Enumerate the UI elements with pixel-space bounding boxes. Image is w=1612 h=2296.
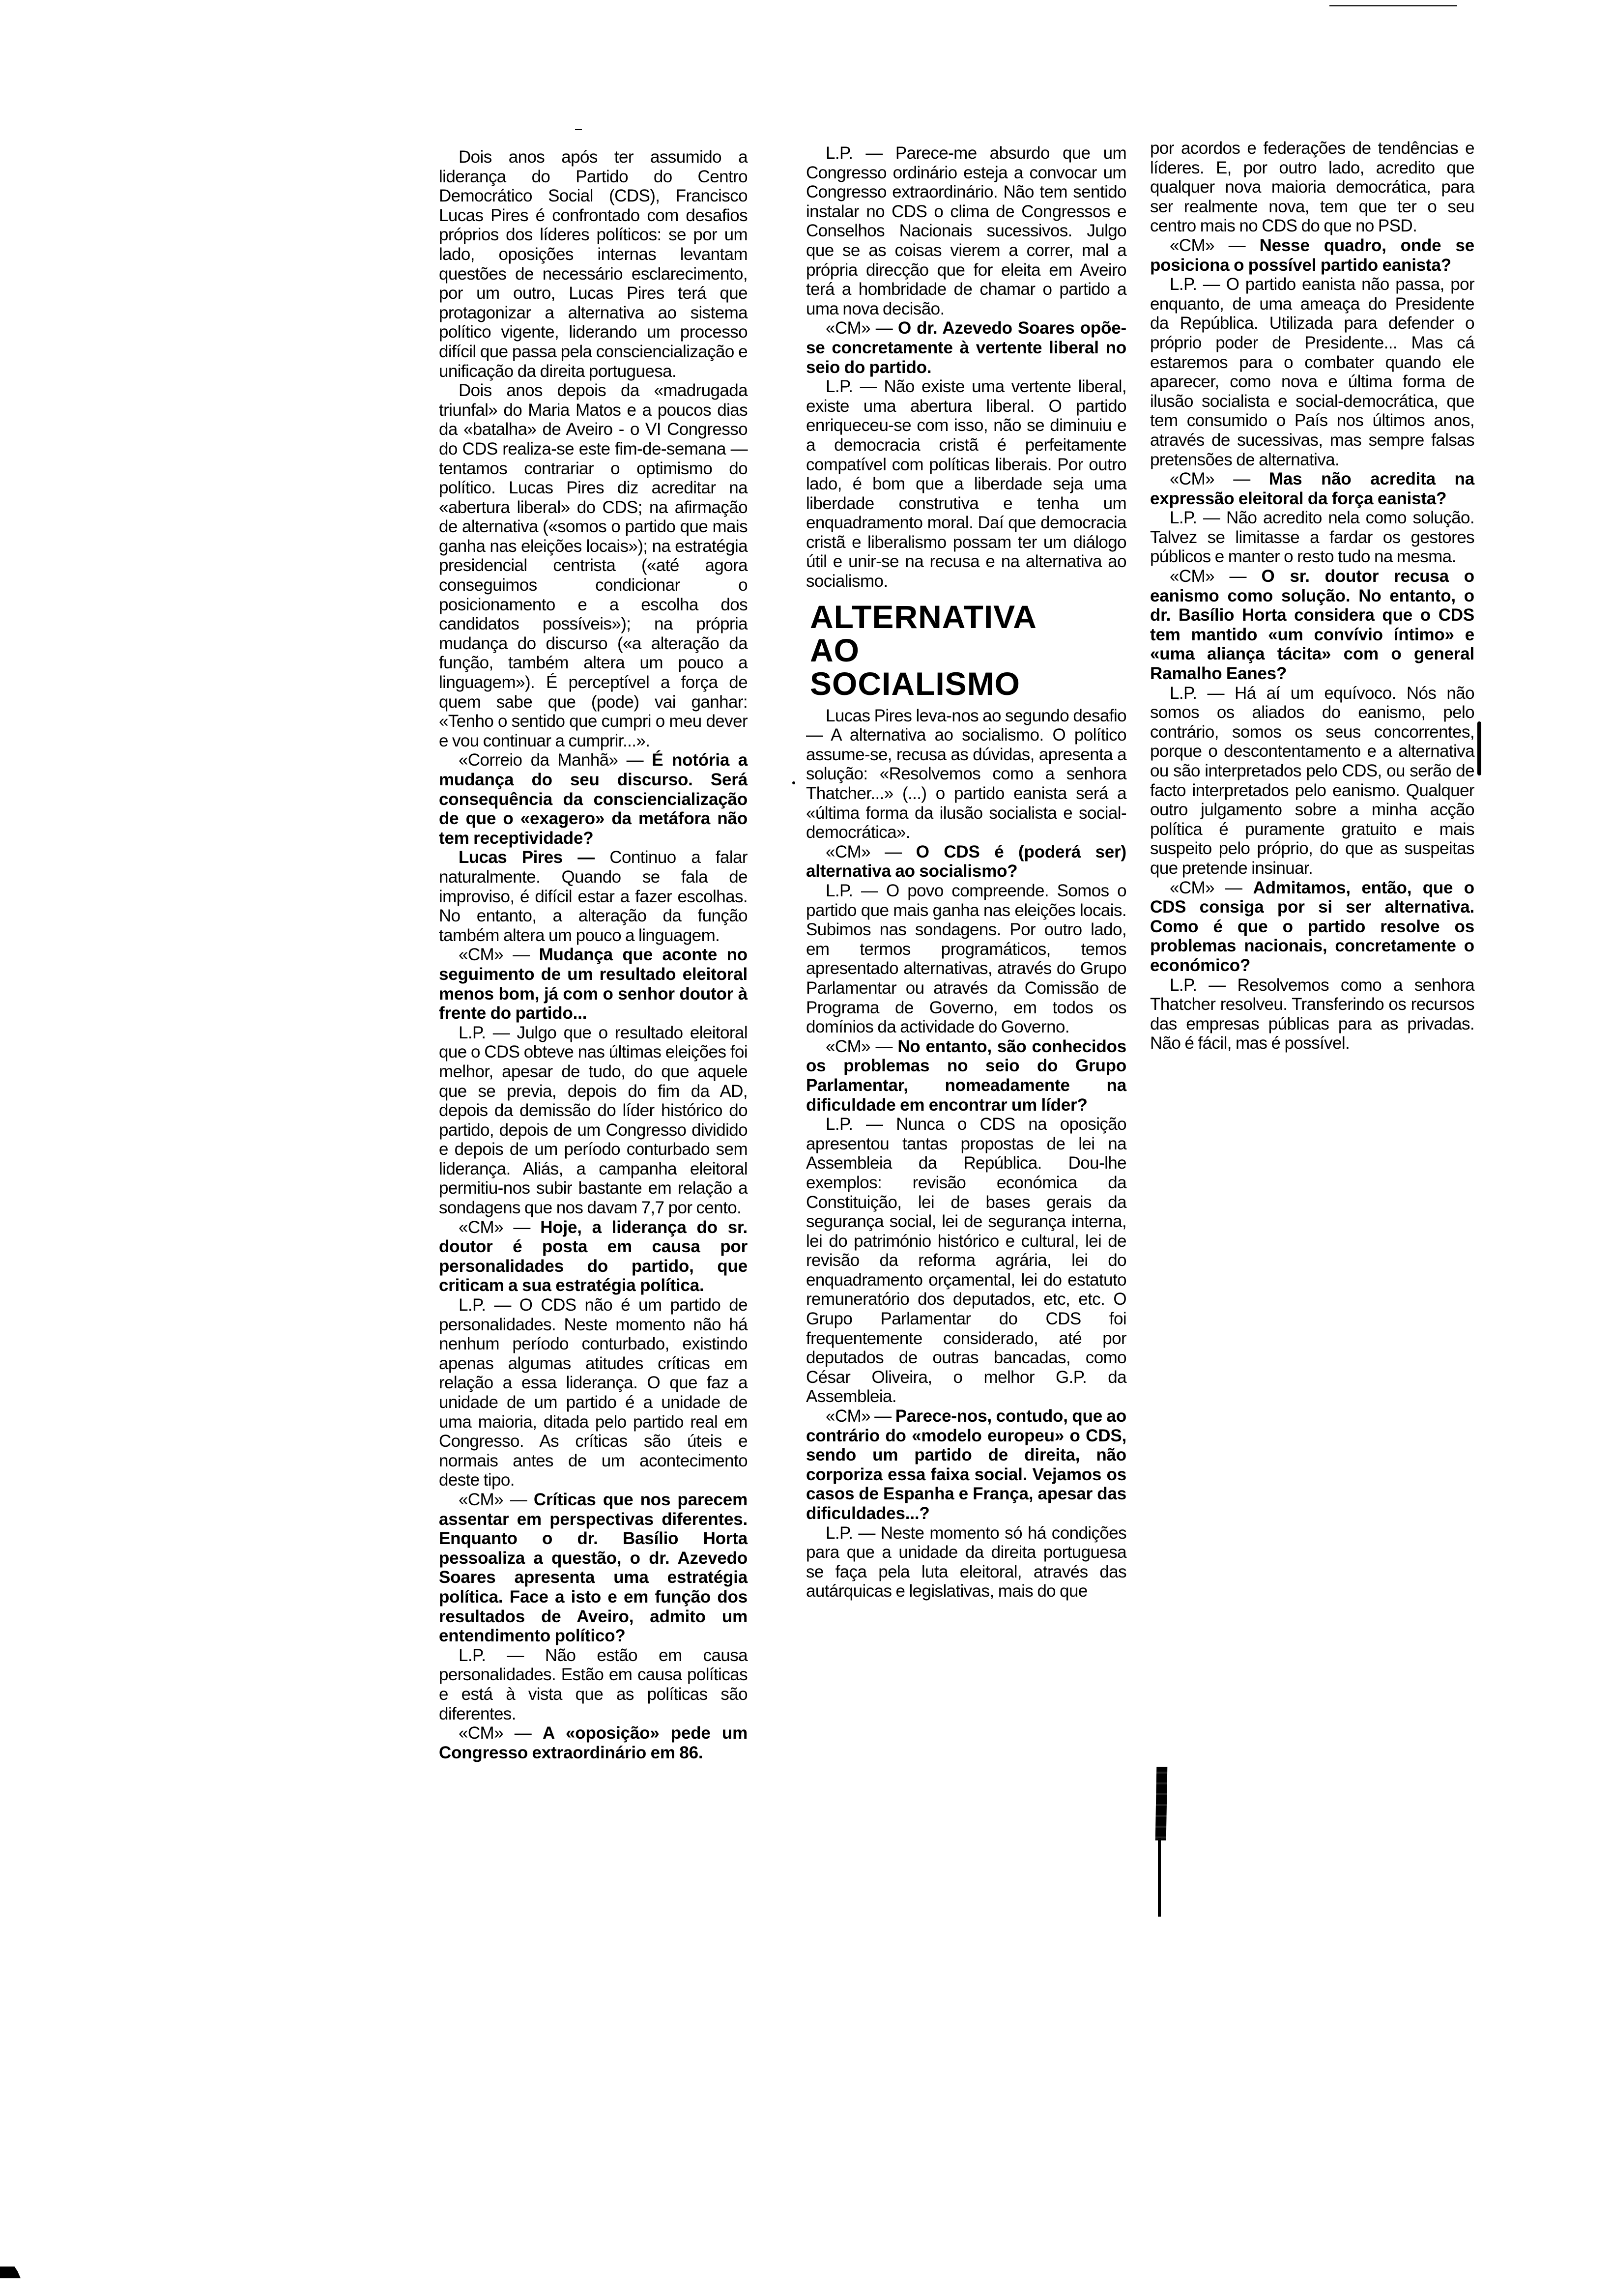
answer-text: O povo compreende. Somos o partido que mais ganha nas eleições locais. Subimos nas sondagens. Por outro lado, em termos programáticos, temos apresentado alternativas, através do Grupo Parlamentar ou através da Comissão de Programa de Governo, em todos os domínios da actividade do Governo. — [806, 881, 1127, 1037]
article-column-2 — [806, 144, 1126, 1601]
question-text: Mas não acredita na expressão eleitoral da força eanista? — [1150, 469, 1474, 508]
intro-paragraph — [439, 381, 748, 750]
heading-line: AO — [810, 631, 860, 668]
question-text: O sr. doutor recusa o eanismo como solução. No entanto, o dr. Basílio Horta considera que o CDS tem mantido «um convívio íntimo» e «uma aliança tácita» com o general Ramalho Eanes? — [1150, 567, 1474, 684]
speaker-label: Lucas Pires — — [459, 848, 595, 867]
question-text: Críticas que nos parecem assentar em perspectivas diferentes. Enquanto o dr. Basílio Horta pessoaliza a questão, o dr. Azevedo Soares apresenta uma estratégia política. Face a isto e em função dos resultados de Aveiro, admito um entendimento político? — [439, 1490, 748, 1646]
answer-text: Não acredito nela como solução. Talvez se limitasse a fardar os gestores públicos e manter o resto tudo na mesma. — [1150, 508, 1475, 567]
answer-text: Há aí um equívoco. Nós não somos os aliados do eanismo, pelo contrário, somos os seus concorrentes, porque o descontentamento e a alternativa ou são interpretados pelo CDS, ou serão de facto interpretados pelo eanismo. Qualquer outro julgamento sobre a minha acção política é puramente gratuito e mais suspeito pelo próprio, do que as suspeitas que pretende insinuar. — [1150, 683, 1475, 878]
question-text: É notória a mudança do seu discurso. Será consequência da consciencialização de que o «exagero» da metáfora não tem receptividade? — [439, 750, 748, 848]
scan-top-rule — [1329, 5, 1457, 6]
speaker-label: «CM» — — [826, 842, 902, 861]
speaker-label: «CM» — — [459, 1490, 527, 1509]
interview-answer — [1150, 508, 1474, 567]
heading-line: SOCIALISMO — [810, 665, 1021, 702]
speaker-label: «CM» — — [826, 1036, 892, 1056]
continuation-paragraph — [1150, 139, 1474, 236]
speaker-label: L.P. — — [459, 1295, 511, 1315]
interview-question — [1150, 469, 1474, 508]
question-text: Hoje, a liderança do sr. doutor é posta em causa por personalidades do partido, que criticam a sua estratégia política. — [439, 1217, 748, 1295]
speaker-label: «CM» — — [826, 1406, 892, 1426]
speaker-label: «CM» — — [459, 1217, 530, 1237]
interview-answer — [439, 1646, 748, 1723]
answer-text: O partido eanista não passa, por enquanto, de uma ameaça do Presidente da República. Utilizada para defender o próprio poder de Presidente... Mas cá estaremos para o combater quando ele aparecer, como nova e última forma de ilusão socialista e social-democrática, que tem consumido o País nos últimos anos, através de sucessivas, mas sempre falsas pretensões de alternativa. — [1150, 275, 1475, 469]
heading-line: ALTERNATIVA — [810, 598, 1037, 635]
interview-question — [1150, 878, 1474, 976]
paragraph-text: Dois anos depois da «madrugada triunfal» do Maria Matos e a poucos dias da «batalha» de Aveiro - o VI Congresso do CDS realiza-se este fim-de-semana — tentamos contrariar o optimismo do político. Lucas Pires diz acreditar na «abertura liberal» do CDS; na afirmação de alternativa («somos o partido que mais ganha nas eleições locais»); na estratégia presidencial centrista («até agora conseguimos condicionar o posicionamento e a escolha dos candidatos possíveis»); na própria mudança do discurso («a alteração da função, também altera um pouco a linguagem»). É perceptível a força de quem sabe que (pode) vai ganhar: «Tenho o sentido que cumpri o meu dever e vou continuar a cumprir...». — [439, 381, 748, 750]
answer-text: Nunca o CDS na oposição apresentou tantas propostas de lei na Assembleia da República. Dou-lhe exemplos: revisão económica da Constituição, lei de bases gerais da segurança social, lei de segurança interna, lei do património histórico e cultural, lei de revisão da reforma agrária, lei do enquadramento orçamental, lei do estatuto remuneratório dos deputados, etc, etc. O Grupo Parlamentar do CDS foi frequentemente considerado, até por deputados de outras bancadas, como César Oliveira, o melhor G.P. da Assembleia. — [806, 1115, 1127, 1406]
interview-question — [806, 842, 1126, 881]
corner-scan-mark — [0, 2267, 21, 2278]
question-text: Nesse quadro, onde se posiciona o possível partido eanista? — [1150, 235, 1474, 275]
speaker-label: L.P. — — [1170, 683, 1224, 703]
answer-text: Parece-me absurdo que um Congresso ordinário esteja a convocar um Congresso extraordinário. Não tem sentido instalar no CDS o clima de Congressos e Conselhos Nacionais sucessivos. Julgo que se as coisas vierem a correr, mal a própria direcção que for eleita em Aveiro terá a hombridade de chamar o partido a uma nova decisão. — [806, 144, 1126, 318]
answer-text: Não existe uma vertente liberal, existe uma abertura liberal. O partido enriqueceu-se com isso, não se diminuiu e a democracia cristã é perfeitamente compatível com políticas liberais. Por outro lado, é bom que a liberdade seja uma liberdade construtiva e tenha um enquadramento moral. Daí que democracia cristã e liberalismo possam ter um diálogo útil e unir-se na recusa e na alternativa ao socialismo. — [806, 377, 1126, 591]
paragraph-text: Dois anos após ter assumido a liderança do Partido do Centro Democrático Social (CDS), Francisco Lucas Pires é confrontado com desafios próprios dos líderes políticos: se por um lado, oposições internas levantam questões de necessário esclarecimento, por um outro, Lucas Pires terá que protagonizar a alternativa ao sistema político vigente, liderando um processo difícil que passa pela consciencialização e unificação da direita portuguesa. — [439, 147, 748, 381]
paragraph-text: por acordos e federações de tendências e líderes. E, por outro lado, acredito que qualquer nova maioria democrática, para ser realmente nova, tem que ter o seu centro mais no CDS do que no PSD. — [1150, 139, 1474, 236]
speaker-label: L.P. — — [1170, 508, 1220, 528]
interview-question — [1150, 236, 1474, 275]
interview-answer — [1150, 684, 1474, 878]
speaker-label: «CM» — — [826, 318, 893, 338]
speaker-label: L.P. — — [459, 1645, 524, 1665]
answer-text: O CDS não é um partido de personalidades. Neste momento não há nenhum período conturbado, existindo apenas algumas atitudes críticas em relação a essa liderança. O que faz a unidade de um partido é a unidade de uma maioria, ditada pelo partido real em Congresso. As críticas são úteis e normais antes de um acontecimento deste tipo. — [439, 1295, 748, 1490]
question-text: O CDS é (poderá ser) alternativa ao socialismo? — [806, 842, 1126, 881]
speaker-label: L.P. — — [1170, 975, 1226, 995]
answer-text: Neste momento só há condições para que a unidade da direita portuguesa se faça pela luta eleitoral, através das autárquicas e legislativas, mais do que — [806, 1523, 1127, 1601]
interview-question — [439, 945, 748, 1023]
margin-scan-line — [1158, 1838, 1161, 1917]
answer-text: Não estão em causa personalidades. Estão em causa políticas e está à vista que as políticas são diferentes. — [439, 1645, 748, 1723]
speaker-label: «CM» — — [459, 945, 530, 965]
heading-bullet-mark — [792, 781, 795, 784]
interview-answer — [1150, 976, 1474, 1053]
question-text: Admitamos, então, que o CDS consiga por si ser alternativa. Como é que o partido resolve os problemas nacionais, concretamente o económico? — [1150, 878, 1474, 975]
answer-text: Julgo que o resultado eleitoral que o CDS obteve nas últimas eleições foi melhor, apesar de tudo, do que aquele que se previa, depois do fim da AD, depois da demissão do líder histórico do partido, depois de um Congresso dividido e depois de um período conturbado sem liderança. Aliás, a campanha eleitoral permitiu-nos subir bastante em relação a sondagens que nos davam 7,7 por cento. — [439, 1023, 748, 1218]
speaker-label: «Correio da Manhã» — — [459, 750, 644, 770]
article-column-1 — [439, 147, 748, 1762]
interview-question — [806, 1037, 1126, 1115]
question-text: Parece-nos, contudo, que ao contrário do «modelo europeu» o CDS, sendo um partido de direita, não corporiza essa faixa social. Vejamos os casos de Espanha e França, apesar das dificuldades...? — [806, 1406, 1126, 1523]
speaker-label: «CM» — — [1170, 567, 1246, 586]
interview-answer — [439, 1023, 748, 1218]
speaker-label: L.P. — — [459, 1023, 510, 1042]
answer-text: Continuo a falar naturalmente. Quando se fala de improviso, é difícil estar a fazer escolhas. No entanto, a alteração da função também altera um pouco a linguagem. — [439, 848, 748, 945]
answer-text: Resolvemos como a senhora Thatcher resolveu. Transferindo os recursos das empresas públicas para as privadas. Não é fácil, mas é possível. — [1150, 975, 1475, 1053]
speaker-label: «CM» — — [1170, 235, 1245, 255]
speaker-label: «CM» — — [459, 1723, 532, 1743]
interview-answer — [806, 144, 1126, 318]
intro-paragraph — [439, 147, 748, 381]
interview-answer — [806, 1523, 1126, 1601]
speaker-label: L.P. — — [826, 881, 878, 900]
interview-question — [806, 318, 1126, 377]
speaker-label: «CM» — — [1170, 469, 1250, 489]
speaker-label: L.P. — — [826, 144, 883, 163]
speaker-label: L.P. — — [826, 1523, 875, 1543]
interview-question — [439, 1723, 748, 1762]
interview-answer — [439, 848, 748, 945]
interview-answer — [806, 1115, 1126, 1406]
margin-scan-bar — [1155, 1767, 1168, 1840]
interview-question — [439, 1490, 748, 1646]
article-column-3 — [1150, 139, 1474, 1053]
interview-answer — [1150, 275, 1474, 469]
interview-question — [806, 1406, 1126, 1523]
speaker-label: «CM» — — [1170, 878, 1242, 897]
interview-question — [1150, 567, 1474, 684]
paragraph-text: Lucas Pires leva-nos ao segundo desafio — A alternativa ao socialismo. O político assume-se, recusa as dúvidas, apresenta a solução: «Resolvemos como a senhora Thatcher...» (...) o partido eanista será a «última forma da ilusão socialista e social-democrática». — [806, 706, 1126, 842]
question-text: Mudança que aconte no seguimento de um resultado eleitoral menos bom, já com o senhor doutor à frente do partido... — [439, 945, 748, 1023]
speaker-label: L.P. — — [826, 377, 877, 397]
interview-question — [439, 1218, 748, 1295]
section-heading — [810, 600, 1126, 700]
interview-answer — [806, 881, 1126, 1037]
scan-mark — [575, 129, 582, 130]
interview-answer — [806, 377, 1126, 591]
interview-question — [439, 750, 748, 848]
intro-paragraph — [806, 706, 1126, 842]
question-text: O dr. Azevedo Soares opõe-se concretamente à vertente liberal no seio do partido. — [806, 318, 1126, 377]
question-text: A «oposição» pede um Congresso extraordinário em 86. — [439, 1723, 748, 1762]
speaker-label: L.P. — — [826, 1115, 883, 1134]
question-text: No entanto, são conhecidos os problemas no seio do Grupo Parlamentar, nomeadamente na dificuldade em encontrar um líder? — [806, 1036, 1126, 1115]
interview-answer — [439, 1295, 748, 1490]
speaker-label: L.P. — — [1170, 275, 1220, 294]
margin-scan-mark — [1477, 721, 1481, 775]
